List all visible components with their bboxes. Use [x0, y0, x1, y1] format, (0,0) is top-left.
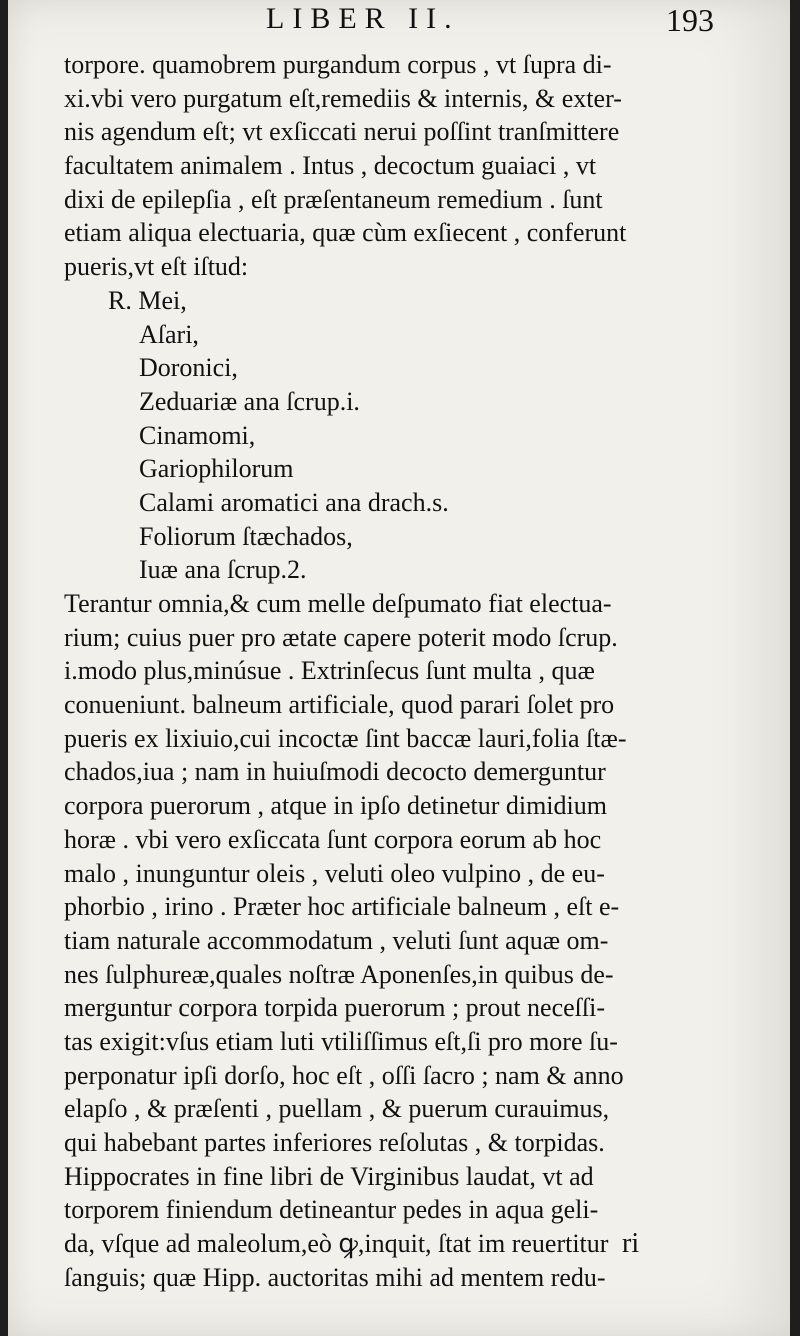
text-line: elapſo , & præſenti , puellam , & puerum curauimus,: [64, 1094, 610, 1124]
text-block: [64, 48, 734, 1294]
recipe-mark: R.: [108, 285, 132, 315]
page-number: 193: [666, 2, 714, 38]
text-line: corpora puerorum , atque in ipſo detinetur dimidium: [64, 791, 607, 821]
text-line: xi.vbi vero purgatum eſt,remediis & internis, & exter-: [64, 83, 622, 113]
text-line: pueris,vt eſt iſtud:: [64, 252, 249, 282]
text-line: nes ſulphureæ,quales noſtræ Aponenſes,in quibus de-: [64, 959, 614, 989]
book-title: LIBER II.: [266, 2, 460, 35]
text-line: etiam aliqua electuaria, quæ cùm exſiecent , conferunt: [64, 218, 627, 248]
text-line: qui habebant partes inferiores reſolutas , & torpidas.: [64, 1128, 605, 1157]
recipe-item: Cinamomi,: [139, 420, 256, 450]
text-line: phorbio , irino . Præter hoc artificiale balneum , eſt e-: [64, 892, 620, 922]
book-page: [8, 0, 790, 1336]
text-line: i.modo plus,minúsue . Extrinſecus ſunt multa , quæ: [64, 656, 595, 686]
recipe-item: Gariophilorum: [139, 454, 294, 484]
text-line: tiam naturale accommodatum , veluti ſunt aquæ om-: [64, 925, 609, 955]
catchword: ri: [622, 1228, 640, 1259]
text-line: conueniunt. balneum artificiale, quod parari ſolet pro: [64, 690, 615, 720]
text-line: merguntur corpora torpida puerorum ; prout neceſſi-: [64, 993, 606, 1023]
text-line: Hippocrates in fine libri de Virginibus laudat, vt ad: [64, 1161, 594, 1191]
recipe-item: Foliorum ſtæchados,: [139, 521, 353, 551]
text-line: facultatem animalem . Intus , decoctum guaiaci , vt: [64, 151, 597, 181]
text-line: nis agendum eſt; vt exſiccati nerui poſſint tranſmittere: [64, 117, 620, 147]
recipe-item: Mei,: [138, 285, 187, 315]
recipe-item: Calami aromatici ana drach.s.: [139, 487, 449, 517]
text-line: chados,iua ; nam in huiuſmodi decocto demerguntur: [64, 757, 606, 787]
recipe-item: Doronici,: [139, 353, 238, 383]
text-line: dixi de epilepſia , eſt præſentaneum remedium . ſunt: [64, 184, 603, 214]
recipe-item: Iuæ ana ſcrup.2.: [139, 555, 307, 585]
text-line: rium; cuius puer pro ætate capere poterit modo ſcrup.: [64, 622, 618, 652]
recipe-line: [64, 284, 734, 318]
text-line: malo , inunguntur oleis , veluti oleo vulpino , de eu-: [64, 858, 605, 888]
text-line: perponatur ipſi dorſo, hoc eſt , oſſi ſacro ; nam & anno: [64, 1060, 624, 1090]
recipe-item: Aſari,: [139, 319, 199, 349]
recipe-item: Zeduariæ ana ſcrup.i.: [139, 386, 360, 416]
text-line: tas exigit:vſus etiam luti vtiliſſimus eſt,ſi pro more ſu-: [64, 1026, 618, 1056]
text-line: torporem finiendum detineantur pedes in aqua geli-: [64, 1195, 599, 1225]
text-line: pueris ex lixiuio,cui incoctæ ſint baccæ lauri,folia ſtæ-: [64, 723, 627, 753]
text-line: horæ . vbi vero exſiccata ſunt corpora eorum ab hoc: [64, 824, 602, 854]
text-line: ſanguis; quæ Hipp. auctoritas mihi ad mentem redu-: [64, 1262, 606, 1292]
text-line: Terantur omnia,& cum melle deſpumato fiat electua-: [64, 589, 612, 618]
text-line: da, vſque ad maleolum,eò ꝙ,inquit, ſtat im reuertitur: [64, 1229, 609, 1259]
text-line: torpore. quamobrem purgandum corpus , vt ſupra di-: [64, 50, 612, 79]
running-head: [8, 0, 790, 40]
